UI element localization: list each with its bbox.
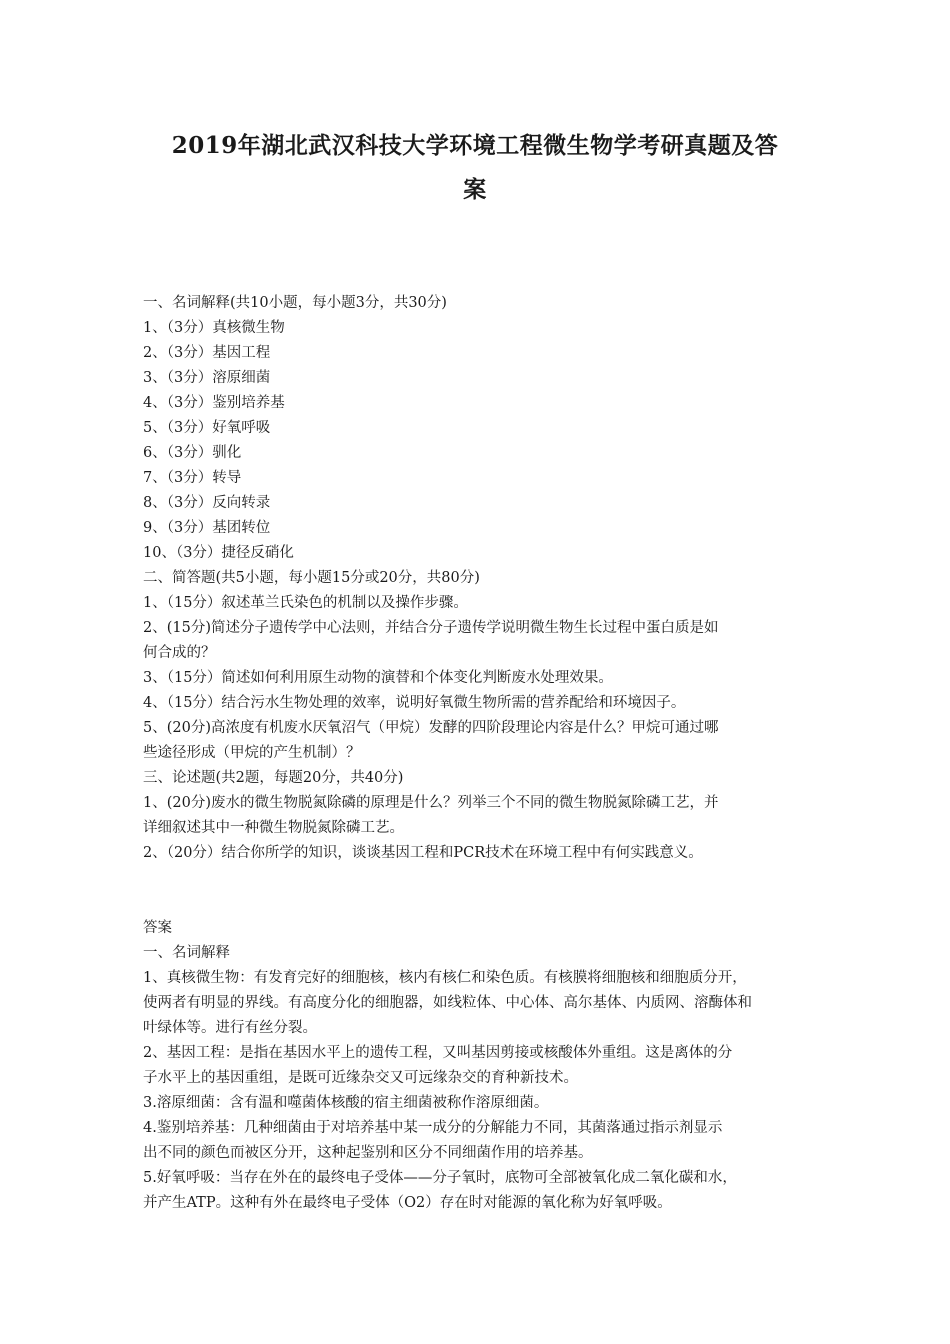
part3-header: 三、论述题(共2题，每题20分，共40分) [143, 770, 404, 786]
question-item: 5、(20分)高浓度有机废水厌氧沼气（甲烷）发酵的四阶段理论内容是什么？甲烷可通过哪 [143, 720, 719, 736]
question-item-continued: 详细叙述其中一种微生物脱氮除磷工艺。 [143, 820, 404, 836]
answer-item-continued: 出不同的颜色而被区分开，这种起鉴别和区分不同细菌作用的培养基。 [143, 1145, 593, 1161]
question-item: 6、（3分）驯化 [143, 445, 242, 461]
answer-item: 3.溶原细菌：含有温和噬菌体核酸的宿主细菌被称作溶原细菌。 [143, 1095, 549, 1111]
question-item: 1、（3分）真核微生物 [143, 320, 285, 336]
question-item: 2、（20分）结合你所学的知识，谈谈基因工程和PCR技术在环境工程中有何实践意义。 [143, 845, 703, 861]
question-item-continued: 何合成的？ [143, 645, 216, 661]
question-item-continued: 些途径形成（甲烷的产生机制）？ [143, 745, 361, 761]
answer-item-continued: 并产生ATP。这种有外在最终电子受体（O2）存在时对能源的氧化称为好氧呼吸。 [143, 1195, 672, 1211]
answer-item-continued: 子水平上的基因重组，是既可近缘杂交又可远缘杂交的育种新技术。 [143, 1070, 578, 1086]
answer-item-continued: 使两者有明显的界线。有高度分化的细胞器，如线粒体、中心体、高尔基体、内质网、溶酶体和 [143, 995, 752, 1011]
question-item: 9、（3分）基团转位 [143, 520, 271, 536]
question-item: 1、(20分)废水的微生物脱氮除磷的原理是什么？列举三个不同的微生物脱氮除磷工艺，并 [143, 795, 719, 811]
question-item: 7、（3分）转导 [143, 470, 242, 486]
questions-section [143, 291, 813, 866]
question-item: 2、(15分)简述分子遗传学中心法则，并结合分子遗传学说明微生物生长过程中蛋白质是如 [143, 620, 719, 636]
answers-part1-header: 一、名词解释 [143, 945, 230, 961]
answers-heading: 答案 [143, 920, 172, 936]
question-item: 2、（3分）基因工程 [143, 345, 271, 361]
question-item: 10、（3分）捷径反硝化 [143, 545, 294, 561]
question-item: 4、（15分）结合污水生物处理的效率，说明好氧微生物所需的营养配给和环境因子。 [143, 695, 686, 711]
question-item: 1、（15分）叙述革兰氏染色的机制以及操作步骤。 [143, 595, 468, 611]
question-item: 8、（3分）反向转录 [143, 495, 271, 511]
answer-item: 2、基因工程：是指在基因水平上的遗传工程，又叫基因剪接或核酸体外重组。这是离体的分 [143, 1045, 733, 1061]
answer-item-continued: 叶绿体等。进行有丝分裂。 [143, 1020, 317, 1036]
question-item: 3、（15分）简述如何利用原生动物的演替和个体变化判断废水处理效果。 [143, 670, 613, 686]
answers-section [143, 916, 813, 1216]
document-title-line-1: 2019年湖北武汉科技大学环境工程微生物学考研真题及答 [171, 132, 779, 159]
document-title-line-2: 案 [463, 176, 487, 203]
question-item: 4、（3分）鉴别培养基 [143, 395, 285, 411]
answer-item: 5.好氧呼吸：当存在外在的最终电子受体——分子氧时，底物可全部被氧化成二氧化碳和水， [143, 1170, 737, 1186]
part2-header: 二、简答题(共5小题，每小题15分或20分，共80分) [143, 570, 480, 586]
question-item: 5、（3分）好氧呼吸 [143, 420, 271, 436]
answer-item: 1、真核微生物：有发育完好的细胞核，核内有核仁和染色质。有核膜将细胞核和细胞质分开， [143, 970, 747, 986]
answer-item: 4.鉴别培养基：几种细菌由于对培养基中某一成分的分解能力不同，其菌落通过指示剂显示 [143, 1120, 723, 1136]
part1-header: 一、名词解释(共10小题，每小题3分，共30分) [143, 295, 447, 311]
question-item: 3、（3分）溶原细菌 [143, 370, 271, 386]
